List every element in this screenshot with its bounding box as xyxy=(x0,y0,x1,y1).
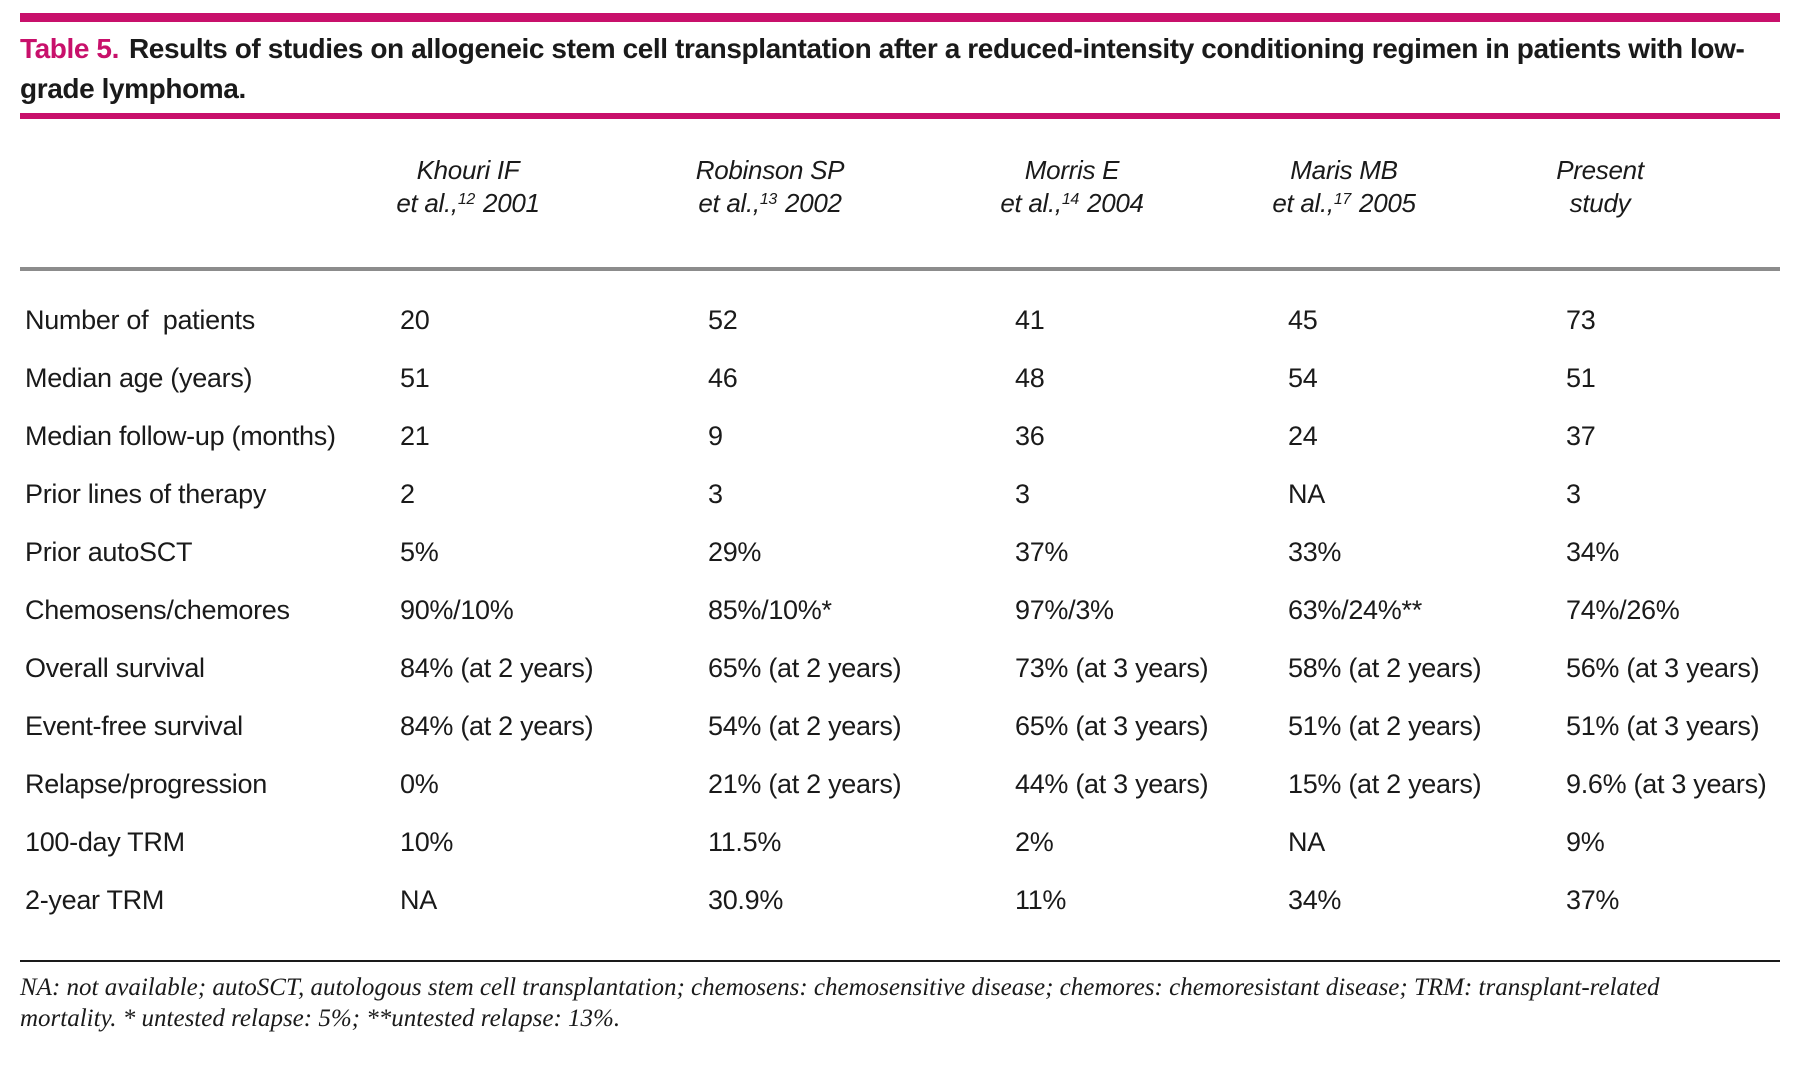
cell: 37% xyxy=(1566,884,1620,915)
cell: 51 xyxy=(1566,362,1596,393)
cell: 58% (at 2 years) xyxy=(1288,652,1482,683)
footnote-line-2: mortality. * untested relapse: 5%; **untested relapse: 13%. xyxy=(20,1005,621,1032)
cell: 65% (at 2 years) xyxy=(708,652,902,683)
column-header-present-study xyxy=(1490,155,1710,218)
cell: 97%/3% xyxy=(1015,594,1114,625)
cell: 29% xyxy=(708,536,762,567)
study-citation: et al.,$^{13}$ 2002 xyxy=(698,188,842,218)
cell: 9% xyxy=(1566,826,1605,857)
cell: 63%/24%** xyxy=(1288,594,1422,625)
cell: 51% (at 3 years) xyxy=(1566,710,1760,741)
cell: 46 xyxy=(708,362,738,393)
cell: 44% (at 3 years) xyxy=(1015,768,1209,799)
reference-superscript: 12 xyxy=(457,191,476,208)
cell: 56% (at 3 years) xyxy=(1566,652,1760,683)
reference-superscript: 14 xyxy=(1061,191,1080,208)
cell: 45 xyxy=(1288,304,1318,335)
cell: 33% xyxy=(1288,536,1342,567)
reference-superscript: 17 xyxy=(1333,191,1352,208)
column-header-robinson-2002 xyxy=(660,155,880,218)
study-citation: et al.,$^{17}$ 2005 xyxy=(1272,188,1416,218)
cell: 3 xyxy=(708,478,723,509)
cell: 37% xyxy=(1015,536,1069,567)
cell: 11.5% xyxy=(708,826,782,857)
cell: 51 xyxy=(400,362,430,393)
cell: 36 xyxy=(1015,420,1045,451)
cell: 90%/10% xyxy=(400,594,514,625)
cell: 51% (at 2 years) xyxy=(1288,710,1482,741)
cell: NA xyxy=(400,884,437,915)
table-caption-text: Results of studies on allogeneic stem cell transplantation after a reduced-intensity conditioning regimen in patients with low-grade lymphoma. xyxy=(20,33,1745,104)
study-author: Maris MB xyxy=(1290,155,1398,185)
cell: 34% xyxy=(1288,884,1342,915)
cell: 73% (at 3 years) xyxy=(1015,652,1209,683)
row-label: Chemosens/chemores xyxy=(25,594,290,625)
study-citation: study xyxy=(1569,188,1631,218)
row-label: Overall survival xyxy=(25,652,205,683)
table-header-row xyxy=(0,119,1800,267)
cell: 2 xyxy=(400,478,415,509)
column-header-morris-2004 xyxy=(962,155,1182,218)
cell: 11% xyxy=(1015,884,1067,915)
cell: 73 xyxy=(1566,304,1596,335)
cell: 9.6% (at 3 years) xyxy=(1566,768,1767,799)
cell: 21 xyxy=(400,420,430,451)
row-label: Relapse/progression xyxy=(25,768,267,799)
table-number-label: Table 5. xyxy=(20,33,119,64)
cell: 37 xyxy=(1566,420,1596,451)
column-header-maris-2005 xyxy=(1234,155,1454,218)
cell: 65% (at 3 years) xyxy=(1015,710,1209,741)
cell: 15% (at 2 years) xyxy=(1288,768,1482,799)
cell: 34% xyxy=(1566,536,1620,567)
cell: 3 xyxy=(1015,478,1030,509)
cell: 2% xyxy=(1015,826,1054,857)
top-accent-rule xyxy=(20,13,1780,22)
study-author: Present xyxy=(1556,155,1644,185)
cell: 10% xyxy=(400,826,454,857)
row-label: Median follow-up (months) xyxy=(25,420,336,451)
cell: NA xyxy=(1288,826,1325,857)
cell: 30.9% xyxy=(708,884,784,915)
row-label: Prior lines of therapy xyxy=(25,478,267,509)
cell: 84% (at 2 years) xyxy=(400,652,594,683)
reference-superscript: 13 xyxy=(759,191,778,208)
cell: 3 xyxy=(1566,478,1581,509)
row-label: Number of patients xyxy=(25,304,255,335)
cell: 84% (at 2 years) xyxy=(400,710,594,741)
cell: 48 xyxy=(1015,362,1045,393)
study-author: Morris E xyxy=(1024,155,1120,185)
cell: 21% (at 2 years) xyxy=(708,768,902,799)
cell: 5% xyxy=(400,536,439,567)
column-header-khouri-2001 xyxy=(358,155,578,218)
cell: 54 xyxy=(1288,362,1318,393)
footnote-line-1: NA: not available; autoSCT, autologous stem cell transplantation; chemosens: chemosensitive disease; chemores: chemoresistant disease; TRM: transplant-related xyxy=(20,974,1660,1001)
cell: 41 xyxy=(1015,304,1045,335)
table-body xyxy=(25,271,1780,929)
footnote-divider-rule xyxy=(20,960,1780,962)
row-label: 2-year TRM xyxy=(25,884,165,915)
cell: NA xyxy=(1288,478,1325,509)
cell: 54% (at 2 years) xyxy=(708,710,902,741)
study-citation: et al.,$^{14}$ 2004 xyxy=(1000,188,1144,218)
cell: 9 xyxy=(708,420,723,451)
row-label: 100-day TRM xyxy=(25,826,185,857)
cell: 24 xyxy=(1288,420,1318,451)
study-author: Robinson SP xyxy=(695,155,845,185)
row-label: Median age (years) xyxy=(25,362,253,393)
cell: 0% xyxy=(400,768,439,799)
study-author: Khouri IF xyxy=(416,155,520,185)
row-label: Prior autoSCT xyxy=(25,536,193,567)
cell: 20 xyxy=(400,304,430,335)
table-footnote xyxy=(20,972,1780,1034)
study-citation: et al.,$^{12}$ 2001 xyxy=(396,188,540,218)
table-caption xyxy=(20,29,1780,109)
cell: 52 xyxy=(708,304,738,335)
cell: 74%/26% xyxy=(1566,594,1680,625)
cell: 85%/10%* xyxy=(708,594,832,625)
row-label: Event-free survival xyxy=(25,710,243,741)
